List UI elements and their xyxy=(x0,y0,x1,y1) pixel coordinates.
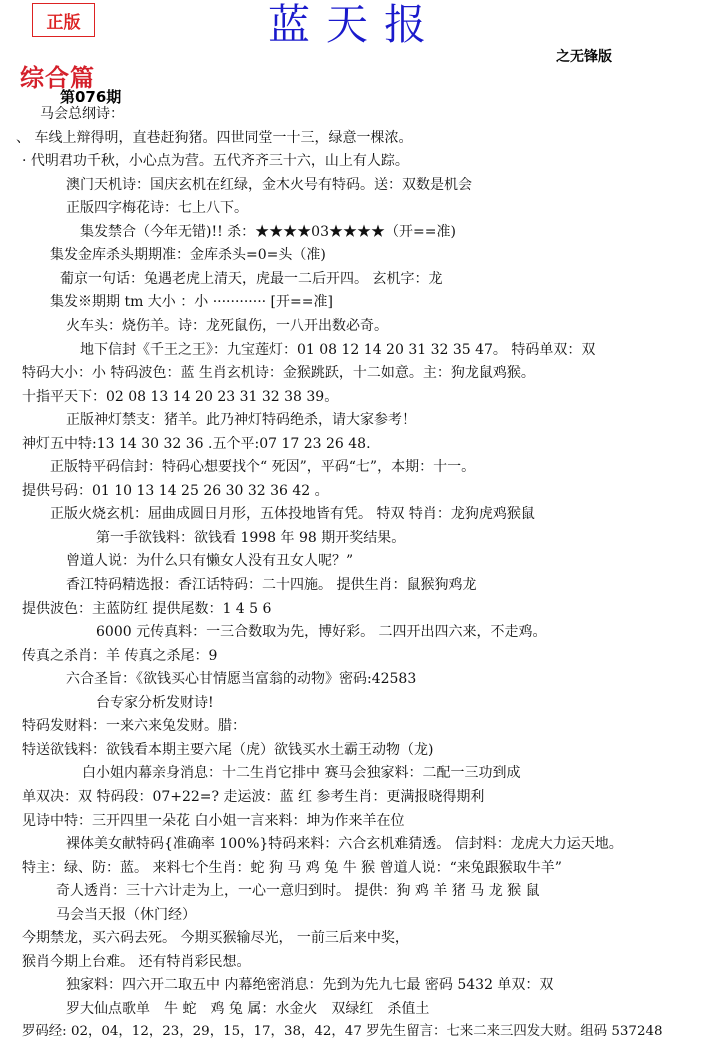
text-line: · 代明君功千秋，小心点为营。五代齐齐三十六，山上有人踪。 xyxy=(22,153,409,170)
newspaper-title: 蓝天报 xyxy=(267,0,442,49)
text-line: 罗码经: 02，04，12，23，29，15，17，38，42，47 罗先生留言：七来二来三四发大财。组码 537248 xyxy=(22,1024,663,1040)
text-line: 台专家分析发财诗! xyxy=(96,694,214,711)
edition-subtitle: 之无锋版 xyxy=(556,49,612,65)
text-line: 集发禁合（今年无错)!! 杀：★★★★03★★★★（开==准) xyxy=(80,223,456,240)
text-line: 正版特平码信封：特码心想要找个“ 死因”，平码“七”，本期：十一。 xyxy=(50,459,476,476)
text-line: 见诗中特：三开四里一朵花 白小姐一言来料：坤为作来羊在位 xyxy=(22,812,405,829)
text-line: 特码大小：小 特码波色：蓝 生肖玄机诗：金猴跳跃，十二如意。主：狗龙鼠鸡猴。 xyxy=(22,365,535,382)
text-line: 奇人透肖：三十六计走为上，一心一意归到时。 提供：狗 鸡 羊 猪 马 龙 猴 鼠 xyxy=(56,883,540,900)
text-line: 第一手欲钱料：欲钱看 1998 年 98 期开奖结果。 xyxy=(96,529,406,546)
text-line: 正版四字梅花诗：七上八下。 xyxy=(66,200,248,217)
text-line: 地下信封《千王之王》：九宝莲灯：01 08 12 14 20 31 32 35 47。 特码单双：双 xyxy=(80,341,596,358)
text-line: 特主：绿、防：蓝。 来料七个生肖：蛇 狗 马 鸡 兔 牛 猴 曾道人说：“来兔跟猴取牛羊” xyxy=(22,859,562,876)
text-line: 猴肖今期上台难。 还有特肖彩民想。 xyxy=(22,953,251,970)
text-line: 特送欲钱料：欲钱看本期主要六尾（虎）欲钱买水土霸王动物（龙) xyxy=(22,741,434,758)
text-line: 单双决：双 特码段：07+22=? 走运波：蓝 红 参考生肖：更满报晓得期利 xyxy=(22,788,485,805)
text-line: 正版神灯禁支：猪羊。此乃神灯特码绝杀，请大家参考！ xyxy=(66,412,416,429)
text-line: 提供波色：主蓝防红 提供尾数：1 4 5 6 xyxy=(22,600,272,617)
text-line: 今期禁龙，买六码去死。 今期买猴输尽光， 一前三后来中奖， xyxy=(22,930,409,947)
text-line: 罗大仙点歌单 牛 蛇 鸡 兔 属：水金火 双绿红 杀值土 xyxy=(66,1000,430,1017)
text-line: 香江特码精选报：香江话特码：二十四施。 提供生肖：鼠猴狗鸡龙 xyxy=(66,577,477,593)
text-line: 6000 元传真料：一三合数取为先，博好彩。 二四开出四六来，不走鸡。 xyxy=(96,624,547,641)
text-line: 澳门天机诗：国庆玄机在红绿，金木火号有特码。送：双数是机会 xyxy=(66,176,472,193)
text-line: 传真之杀肖：羊 传真之杀尾：9 xyxy=(22,647,218,664)
text-line: 提供号码：01 10 13 14 25 26 30 32 36 42 。 xyxy=(22,482,329,499)
text-line: 马会当天报（休门经） xyxy=(56,906,196,923)
text-line: 集发金库杀头期期准：金库杀头=0=头（准) xyxy=(50,247,326,264)
text-line: 火车头：烧伤羊。诗：龙死鼠伤，一八开出数必奇。 xyxy=(66,317,388,334)
text-line: 神灯五中特:13 14 30 32 36 .五个平:07 17 23 26 48. xyxy=(22,435,371,452)
text-line: 白小姐内幕亲身消息：十二生肖它排中 赛马会独家料：二配一三功到成 xyxy=(82,765,521,782)
text-line: 特码发财料：一来六来兔发财。腊： xyxy=(22,718,246,735)
text-line: 十指平天下：02 08 13 14 20 23 31 32 38 39。 xyxy=(22,388,339,405)
text-line: 、 车线上辩得明，直巷赶狗猪。四世同堂一十三，绿意一棵浓。 xyxy=(16,129,413,146)
section-heading: 综合篇 xyxy=(20,63,95,92)
text-line: 正版火烧玄机：屈曲成圆日月形，五体投地皆有凭。 特双 特肖：龙狗虎鸡猴鼠 xyxy=(50,506,535,523)
text-line: 六合圣旨：《欲钱买心甘情愿当富翁的动物》密码:42583 xyxy=(66,671,417,688)
text-line: 裸体美女献特码{准确率 100%}特码来料：六合玄机难猜透。 信封料：龙虎大力运天地。 xyxy=(66,836,623,853)
text-line: 马会总纲诗： xyxy=(40,106,124,122)
issue-number: 第076期 xyxy=(60,88,122,106)
official-edition-badge: 正版 xyxy=(32,3,95,37)
text-line: 独家料：四六开二取五中 内幕绝密消息：先到为先九七最 密码 5432 单双：双 xyxy=(66,977,554,994)
text-line: 葡京一句话：兔遇老虎上清天，虎最一二后开四。 玄机字：龙 xyxy=(60,270,443,287)
text-line: 集发※期期 tm 大小 ：小 ············ [开==准] xyxy=(50,294,333,311)
text-line: 曾道人说：为什么只有懒女人没有丑女人呢？” xyxy=(66,553,354,570)
